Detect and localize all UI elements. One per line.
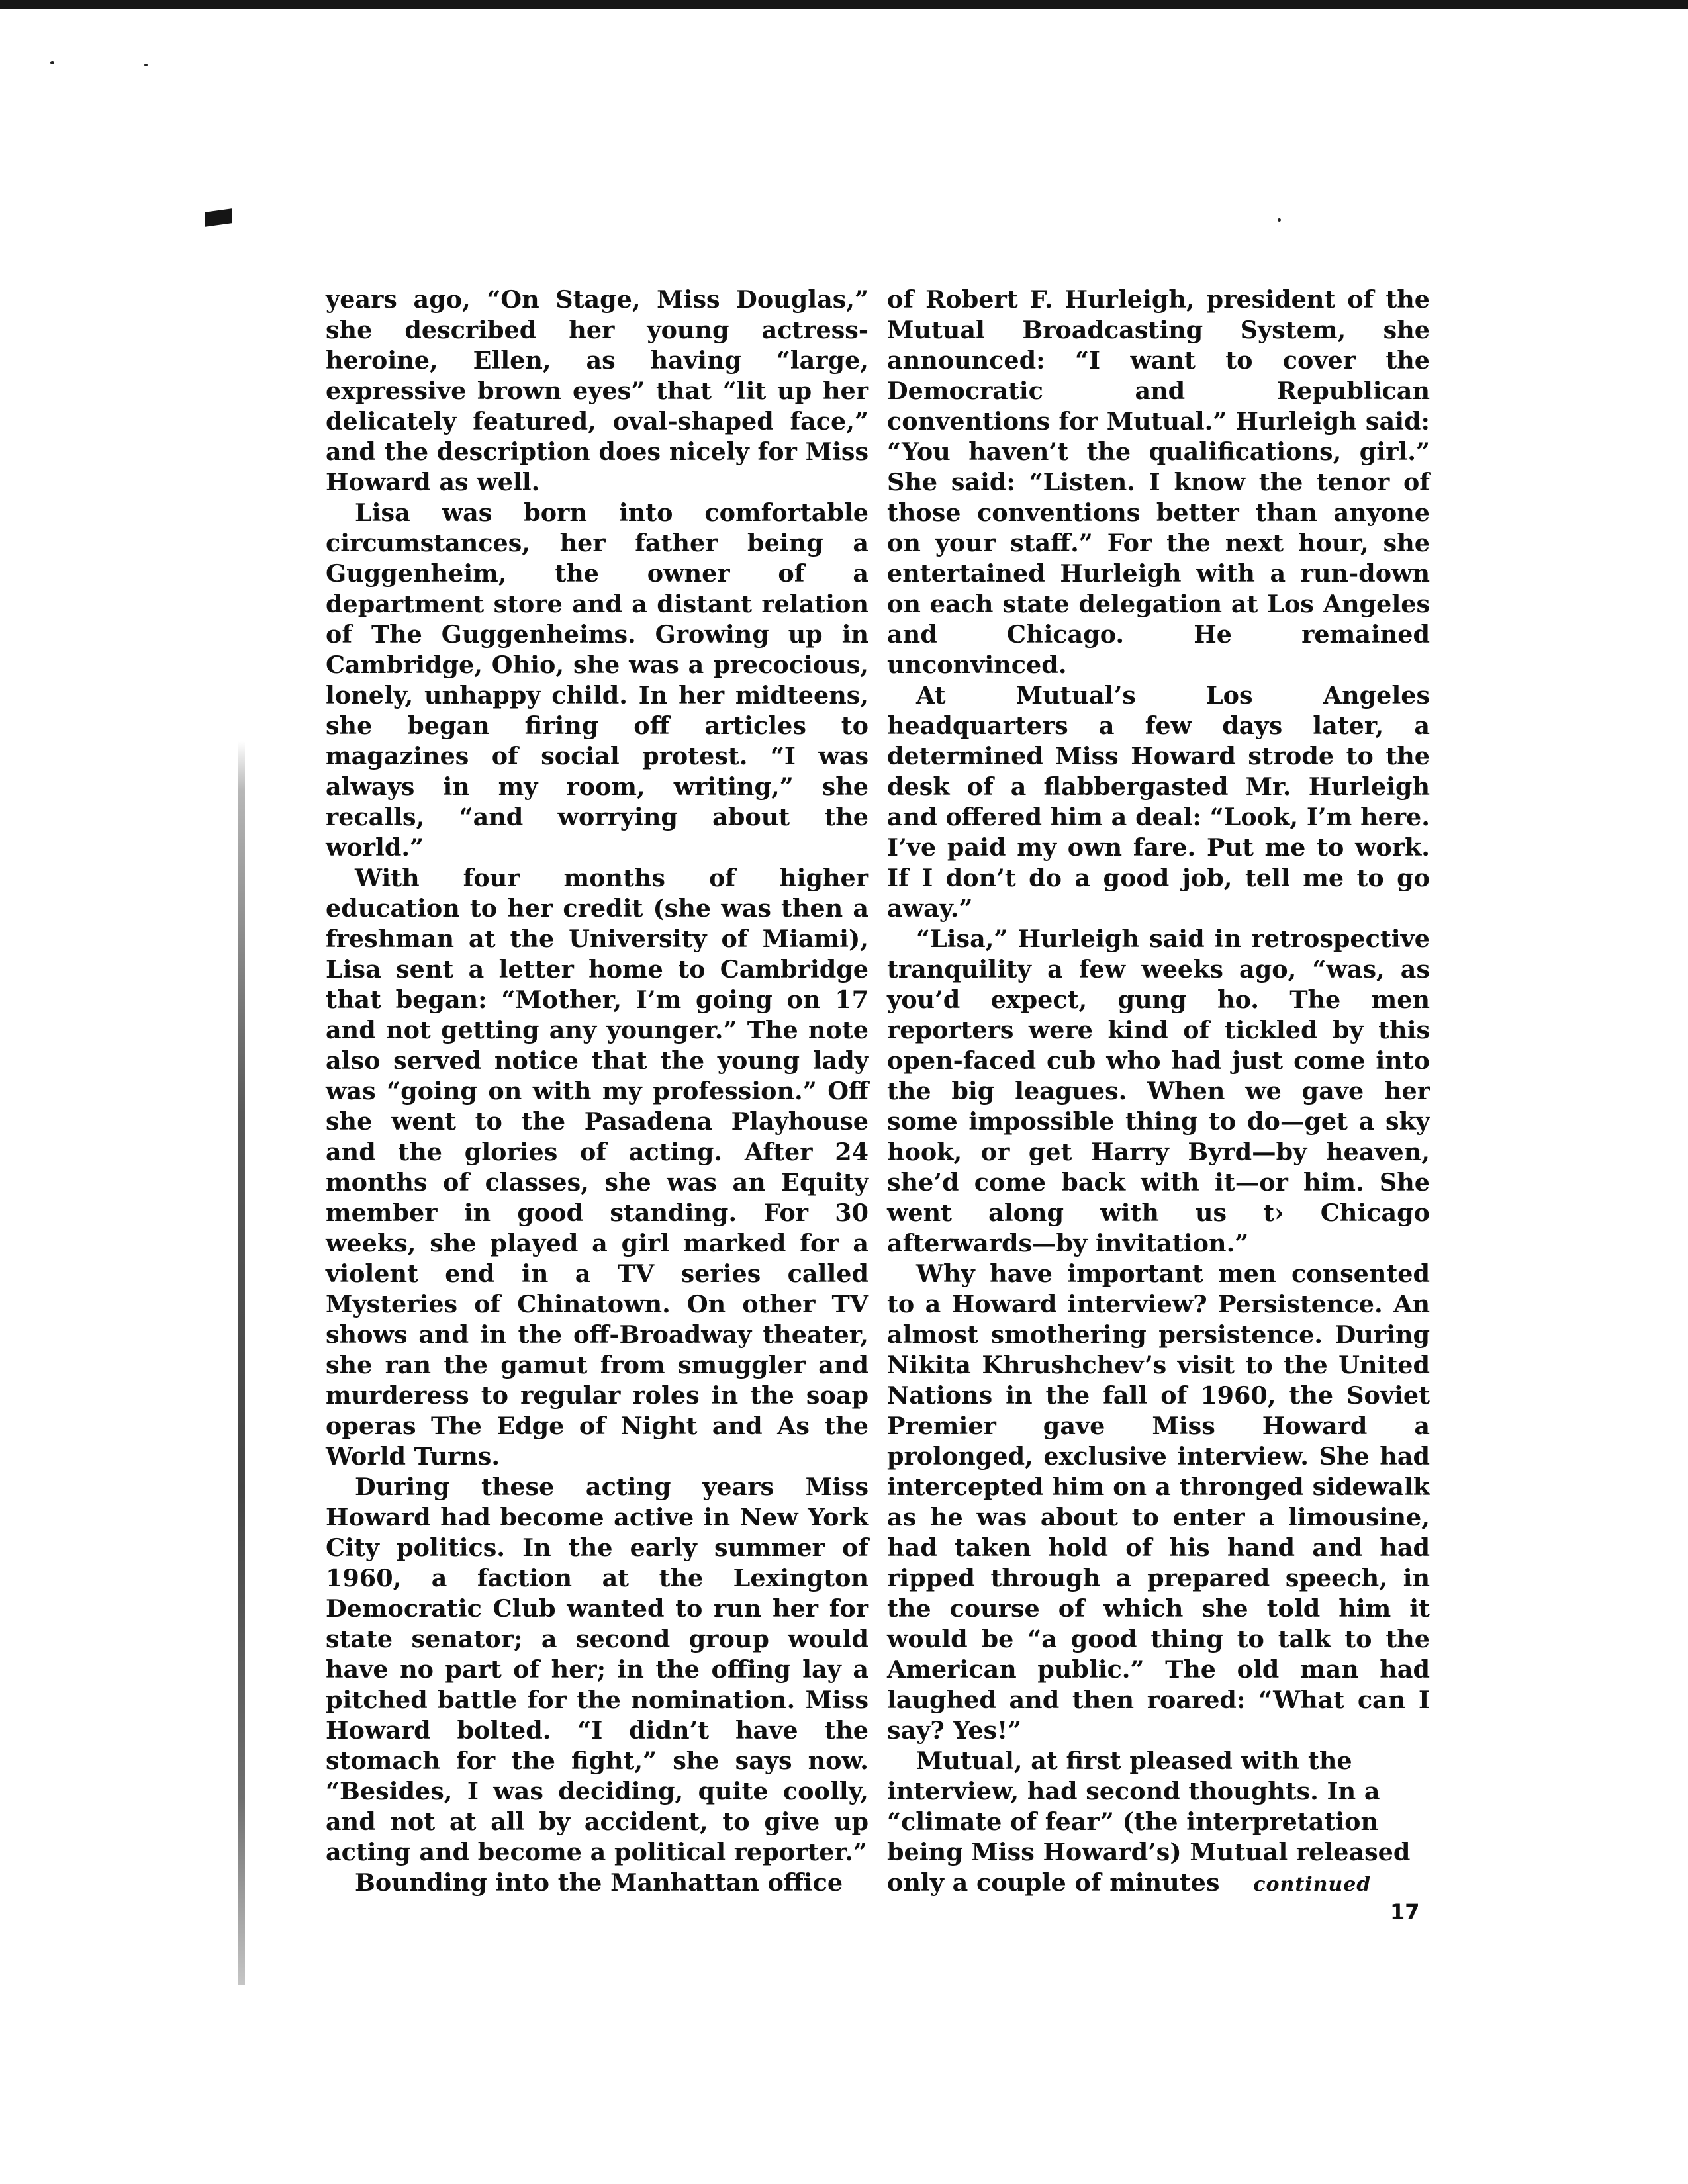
paragraph: years ago, “On Stage, Miss Douglas,” she described her young actress-heroine, Ellen, as having “large, expressive brown eyes” that “lit up her delicately featured, oval-shaped face,” and the description does nicely for Miss Howard as well. xyxy=(326,285,868,496)
scan-speck xyxy=(50,61,54,64)
article-column-right xyxy=(887,285,1430,1900)
paragraph-text: Mutual, at first pleased with the interview, had second thoughts. In a “climate of fear” (the interpretation being Miss Howard’s) Mutual released only a couple of minutes xyxy=(887,1747,1411,1897)
continued-label: continued xyxy=(1253,1873,1372,1896)
paragraph: Lisa was born into comfortable circumstances, her father being a Guggenheim, the owner of a department store and a distant relation of The Guggenheims. Growing up in Cambridge, Ohio, she was a precocious, lonely, unhappy child. In her midteens, she began firing off articles to magazines of social protest. “I was always in my room, writing,” she recalls, “and worrying about the world.” xyxy=(326,498,868,862)
paragraph: Bounding into the Manhattan office xyxy=(355,1868,843,1897)
page-number: 17 xyxy=(1390,1899,1420,1925)
paragraph: With four months of higher education to her credit (she was then a freshman at the University of Miami), Lisa sent a letter home to Cambridge that began: “Mother, I’m going on 17 and not getting any younger.” The note also served notice that the young lady was “going on with my profession.” Off she went to the Pasadena Playhouse and the glories of acting. After 24 months of classes, she was an Equity member in good standing. For 30 weeks, she played a girl marked for a violent end in a TV series called Mysteries of Chinatown. On other TV shows and in the off-Broadway theater, she ran the gamut from smuggler and murderess to regular roles in the soap operas The Edge of Night and As the World Turns. xyxy=(326,864,868,1471)
paragraph: of Robert F. Hurleigh, president of the Mutual Broadcasting System, she announced: “I want to cover the Democratic and Republican conventions for Mutual.” Hurleigh said: “You haven’t the qualifications, girl.” She said: “Listen. I know the tenor of those conventions better than anyone on your staff.” For the next hour, she entertained Hurleigh with a run-down on each state delegation at Los Angeles and Chicago. He remained unconvinced. xyxy=(887,285,1430,679)
scan-speck xyxy=(144,64,148,66)
paragraph-last xyxy=(887,1746,1430,1900)
binding-tab-mark xyxy=(205,208,232,227)
article-column-left xyxy=(326,285,868,1898)
paragraph: Why have important men consented to a Howard interview? Persistence. An almost smothering persistence. During Nikita Khrushchev’s visit to the United Nations in the fall of 1960, the Soviet Premier gave Miss Howard a prolonged, exclusive interview. She had intercepted him on a thronged sidewalk as he was about to enter a limousine, had taken hold of his hand and had ripped through a prepared speech, in the course of which she told him it would be “a good thing to talk to the American public.” The old man had laughed and then roared: “What can I say? Yes!” xyxy=(887,1259,1430,1745)
paragraph: During these acting years Miss Howard had become active in New York City politics. In the early summer of 1960, a faction at the Lexington Democratic Club wanted to run her for state senator; a second group would have no part of her; in the offing lay a pitched battle for the nomination. Miss Howard bolted. “I didn’t have the stomach for the fight,” she says now. “Besides, I was deciding, quite coolly, and not at all by accident, to give up acting and become a political reporter.” xyxy=(326,1473,868,1866)
scan-speck xyxy=(1278,218,1281,222)
paragraph: “Lisa,” Hurleigh said in retrospective tranquility a few weeks ago, “was, as you’d expect, gung ho. The men reporters were kind of tickled by this open-faced cub who had just come into the big leagues. When we gave her some impossible thing to do—get a sky hook, or get Harry Byrd—by heaven, she’d come back with it—or him. She went along with us t› Chicago afterwards—by invitation.” xyxy=(887,925,1430,1257)
binding-edge-shadow xyxy=(238,741,245,1985)
scan-top-border xyxy=(0,0,1688,9)
paragraph: At Mutual’s Los Angeles headquarters a few days later, a determined Miss Howard strode to the desk of a flabbergasted Mr. Hurleigh and offered him a deal: “Look, I’m here. I’ve paid my own fare. Put me to work. If I don’t do a good job, tell me to go away.” xyxy=(887,681,1430,923)
